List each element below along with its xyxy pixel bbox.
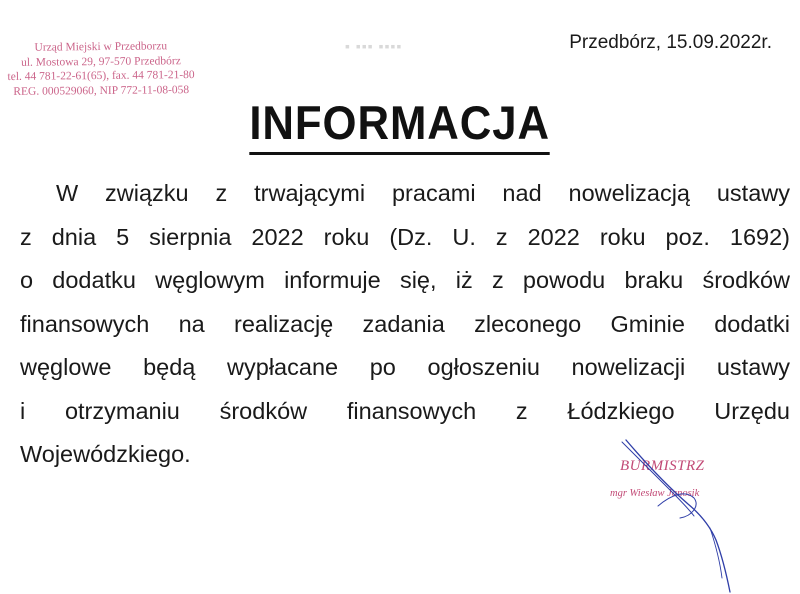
- body-line: węglowe będą wypłacane po ogłoszeniu nowelizacji ustawy: [20, 354, 790, 380]
- handwritten-signature: [560, 428, 780, 594]
- stamp-line: REG. 000529060, NIP 772-11-08-058: [13, 83, 190, 98]
- faint-bleed-through-mark: ▪ ▪▪▪ ▪▪▪▪: [345, 38, 403, 54]
- office-stamp: [6, 39, 197, 99]
- stamp-line: tel. 44 781-22-61(65), fax. 44 781-21-80: [7, 69, 195, 83]
- stamp-line: Urząd Miejski w Przedborzu: [34, 40, 168, 54]
- body-line: z dnia 5 sierpnia 2022 roku (Dz. U. z 2022 roku poz. 1692): [20, 223, 790, 250]
- document-date: Przedbórz, 15.09.2022r.: [569, 32, 772, 53]
- body-line: W związku z trwającymi pracami nad nowelizacją ustawy: [56, 180, 790, 206]
- body-line: i otrzymaniu środków finansowych z Łódzkiego Urzędu: [20, 397, 790, 424]
- body-line: finansowych na realizację zadania zleconego Gminie dodatki: [20, 310, 790, 337]
- signatory-title: BURMISTRZ: [620, 458, 705, 474]
- signature-stroke: [626, 440, 730, 592]
- body-line: Wojewódzkiego.: [20, 441, 191, 467]
- stamp-line: ul. Mostowa 29, 97-570 Przedbórz: [21, 54, 181, 69]
- signatory-name: mgr Wiesław Janosik: [610, 488, 700, 499]
- body-line: o dodatku węglowym informuje się, iż z powodu braku środków: [20, 267, 790, 293]
- document-title-text: INFORMACJA: [250, 95, 551, 155]
- document-title: [0, 95, 800, 155]
- signature-stroke: [622, 442, 694, 516]
